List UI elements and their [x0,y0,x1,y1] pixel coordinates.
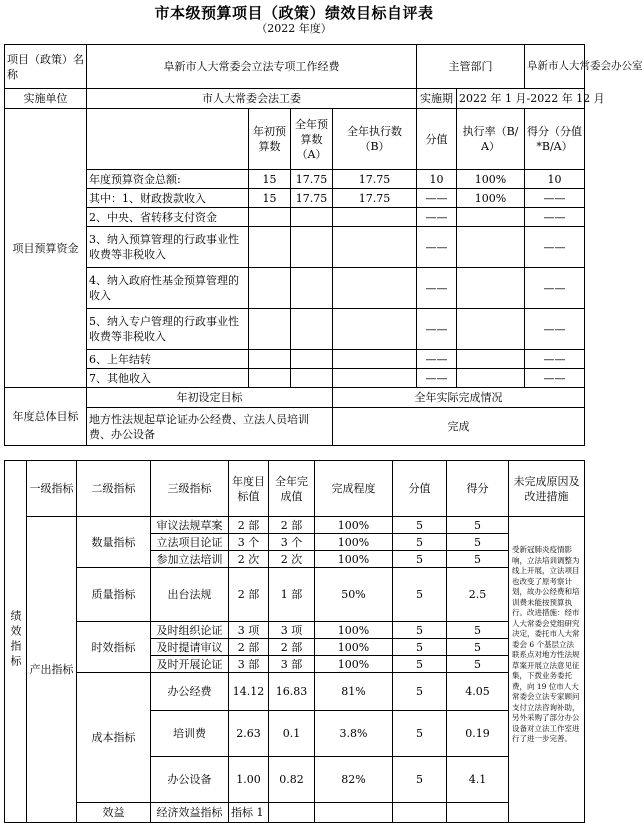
dept-label: 主管部门 [417,45,525,89]
budget-row-label: 3、纳入预算管理的行政事业性收费等非税收入 [87,227,249,268]
actual-value: 0.1 [269,711,315,757]
col-init: 年初预算数 [249,109,291,170]
actual-value: 2 部 [269,639,315,656]
col-score: 得分（分值*B/A） [525,109,585,170]
budget-row-exec: 17.75 [333,189,417,208]
target-value: 3 个 [229,534,269,551]
perf-side-label: 绩效指标 [5,461,27,823]
goal-planned-header: 年初设定目标 [87,388,333,408]
budget-row-label: 4、纳入政府性基金预算管理的收入 [87,268,249,309]
l3-name: 参加立法培训 [151,551,229,568]
table-row [5,803,585,823]
project-name: 阜新市人大常委会立法专项工作经费 [87,45,417,89]
actual-value: 1 部 [269,568,315,622]
score: 5 [447,534,509,551]
actual-value: 3 部 [269,656,315,673]
col-exec: 全年执行数（B） [333,109,417,170]
target-value: 3 部 [229,656,269,673]
col-full: 全年预算数（A） [291,109,333,170]
score: 5 [447,639,509,656]
budget-row-value: 10 [417,170,457,189]
budget-row-value: —— [417,309,457,350]
budget-row-label: 6、上年结转 [87,350,249,369]
budget-row-label: 2、中央、省转移支付资金 [87,208,249,227]
table-row [5,622,585,639]
actual-value: 3 项 [269,622,315,639]
hdr-l1: 一级指标 [27,461,77,517]
degree-value: 100% [315,551,393,568]
budget-section-label: 项目预算资金 [5,109,87,388]
budget-row-value: —— [417,208,457,227]
degree-value: 3.8% [315,711,393,757]
budget-row-label: 5、纳入专户管理的行政事业性收费等非税收入 [87,309,249,350]
score-value: 5 [393,622,447,639]
actual-value: 3 个 [269,534,315,551]
l3-name: 立法项目论证 [151,534,229,551]
score: 5 [447,622,509,639]
table-row [5,517,585,534]
target-value: 14.12 [229,673,269,711]
dept-value: 阜新市人大常委会办公室 [525,45,585,89]
degree-value: 100% [315,622,393,639]
budget-row-score: —— [525,208,585,227]
budget-row-full: 17.75 [291,170,333,189]
hdr-degree: 完成程度 [315,461,393,517]
budget-row [5,350,585,369]
budget-header-blank [87,109,249,170]
score-value: 5 [393,639,447,656]
budget-row-label: 其中：1、财政拨款收入 [87,189,249,208]
actual-value: 2 部 [269,517,315,534]
actual-value: 16.83 [269,673,315,711]
budget-row [5,170,585,189]
degree-value: 81% [315,673,393,711]
reason-text: 受新冠肺炎疫情影响，立法培训调整为线上开展，立法项目也改变了原考察计划，故办公经费和培训费未能按预算执行。改进措施：经市人大常委会党组研究决定，委托市人大常委会 6 个基层立法联系点对地方性法规草案开展立法意见征集，下拨业务委托费，向 19 位市人大常委会立法专家顾问支付立法咨询补助，另外采购了部分办公设备对立法工作室进行了进一步完善。 [509,517,585,823]
quantity-label: 数量指标 [77,517,151,568]
score: 4.05 [447,673,509,711]
budget-row-rate: 100% [457,170,525,189]
hdr-target: 年度目标值 [229,461,269,517]
table-row [5,673,585,711]
table-row [5,568,585,622]
period-label: 实施期 [417,89,457,109]
page-title: 市本级预算项目（政策）绩效目标自评表 [154,4,434,22]
score-value: 5 [393,656,447,673]
unit-label: 实施单位 [5,89,87,109]
actual-value: 2 次 [269,551,315,568]
l3-name: 办公设备 [151,757,229,803]
target-value: 2 部 [229,568,269,622]
budget-row-score: —— [525,309,585,350]
budget-table [4,44,643,446]
budget-row-value: —— [417,350,457,369]
project-label: 项目（政策）名称 [5,45,87,89]
degree-value: 82% [315,757,393,803]
budget-row [5,268,585,309]
budget-row-full: 17.75 [291,189,333,208]
actual-value: 0.82 [269,757,315,803]
budget-row-value: —— [417,189,457,208]
target-value: 2 次 [229,551,269,568]
score-value: 5 [393,517,447,534]
score-value: 5 [393,551,447,568]
hdr-score: 得分 [447,461,509,517]
budget-row-exec: 17.75 [333,170,417,189]
budget-row-score: —— [525,369,585,388]
budget-row [5,227,585,268]
hdr-l3: 三级指标 [151,461,229,517]
unit-value: 市人大常委会法工委 [87,89,417,109]
score-value: 5 [393,673,447,711]
goal-actual: 完成 [333,408,585,446]
degree-value: 100% [315,639,393,656]
score-value: 5 [393,711,447,757]
budget-row-init: 15 [249,170,291,189]
target-value: 2 部 [229,517,269,534]
goal-planned: 地方性法规起草论证办公经费、立法人员培训费、办公设备 [87,408,333,446]
degree-value: 100% [315,517,393,534]
budget-row-label: 7、其他收入 [87,369,249,388]
goal-actual-header: 全年实际完成情况 [333,388,585,408]
budget-row [5,189,585,208]
target-value: 2.63 [229,711,269,757]
quality-label: 质量指标 [77,568,151,622]
budget-row-value: —— [417,268,457,309]
score-value: 5 [393,757,447,803]
budget-row-score: —— [525,268,585,309]
l3-name: 出台法规 [151,568,229,622]
target-value: 3 项 [229,622,269,639]
budget-row-score: —— [525,189,585,208]
l3-name: 培训费 [151,711,229,757]
degree-value: 50% [315,568,393,622]
time-label: 时效指标 [77,622,151,673]
benefit-label: 效益 [77,803,151,823]
score: 5 [447,551,509,568]
hdr-reason: 未完成原因及改进措施 [509,461,585,517]
score-value: 5 [393,568,447,622]
score: 0.19 [447,711,509,757]
score: 2.5 [447,568,509,622]
score: 4.1 [447,757,509,803]
budget-row-score: 10 [525,170,585,189]
period-value: 2022 年 1 月-2022 年 12 月 [457,89,585,109]
budget-row [5,369,585,388]
hdr-actual: 全年完成值 [269,461,315,517]
output-label: 产出指标 [27,517,77,823]
budget-row-score: —— [525,227,585,268]
performance-table [4,460,585,823]
score: 5 [447,517,509,534]
budget-row-init: 15 [249,189,291,208]
cost-label: 成本指标 [77,673,151,803]
page-subtitle: （2022 年度） [256,22,332,35]
l3-name: 及时组织论证 [151,622,229,639]
degree-value: 100% [315,656,393,673]
hdr-value: 分值 [393,461,447,517]
target-value: 2 部 [229,639,269,656]
budget-row-score: —— [525,350,585,369]
hdr-l2: 二级指标 [77,461,151,517]
budget-row-rate: 100% [457,189,525,208]
l3-name: 审议法规草案 [151,517,229,534]
budget-row-value: —— [417,227,457,268]
target-value: 1.00 [229,757,269,803]
degree-value: 100% [315,534,393,551]
benefit-sub: 经济效益指标 [151,803,229,823]
goal-label: 年度总体目标 [5,388,87,446]
l3-name: 办公经费 [151,673,229,711]
budget-row [5,309,585,350]
budget-row [5,208,585,227]
col-rate: 执行率（B/A） [457,109,525,170]
score: 5 [447,656,509,673]
l3-name: 及时提请审议 [151,639,229,656]
budget-row-value: —— [417,369,457,388]
col-score-value: 分值 [417,109,457,170]
l3-name: 及时开展论证 [151,656,229,673]
budget-row-label: 年度预算资金总额: [87,170,249,189]
benefit-l3: 指标 1 [229,803,269,823]
score-value: 5 [393,534,447,551]
